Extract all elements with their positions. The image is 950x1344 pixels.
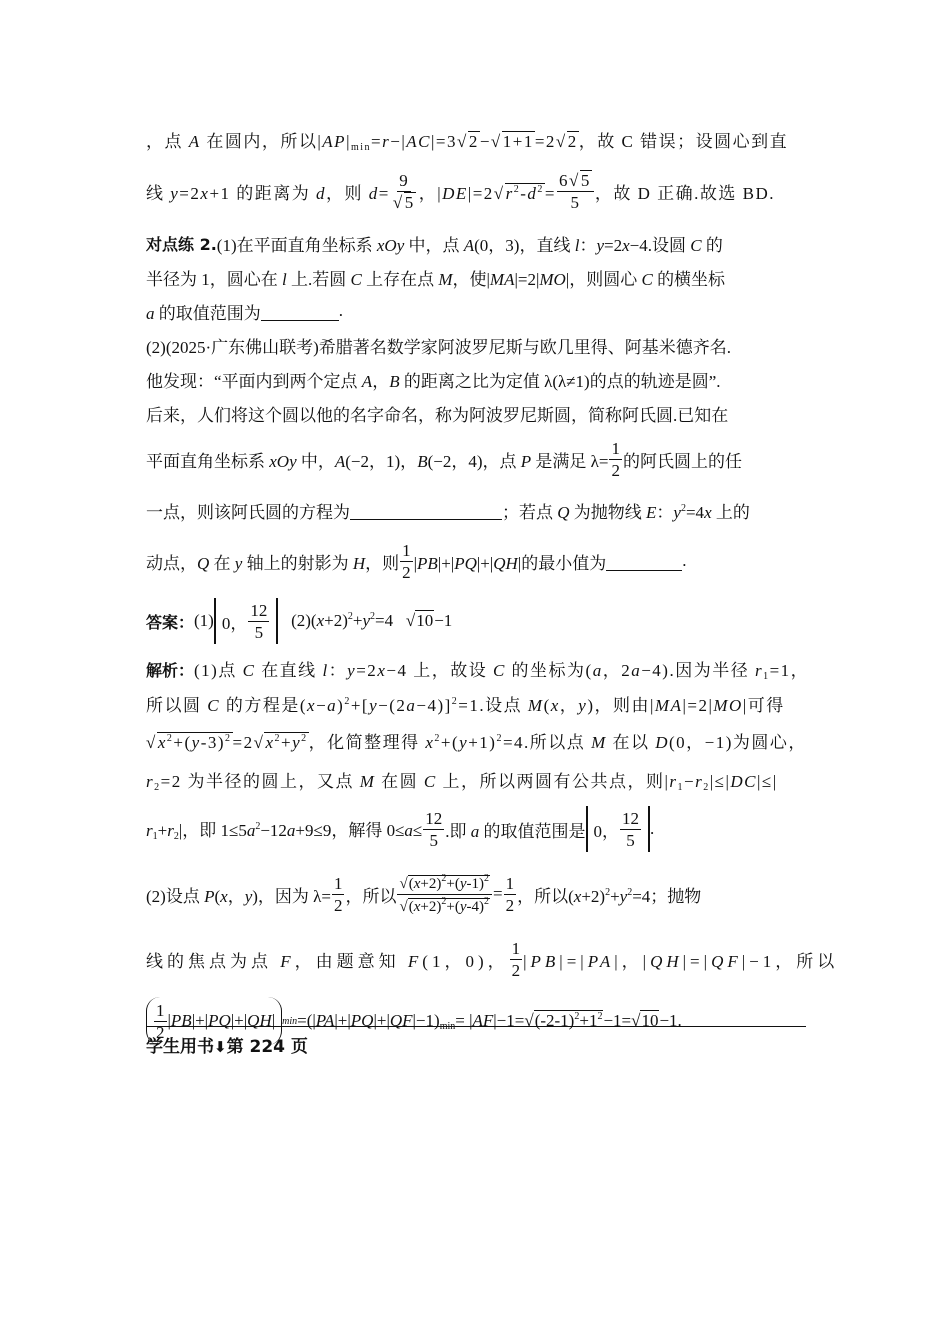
text-line: 线 y=2x+1 的距离为 d，则 d= $\frac{9}{√5}$ ，$|DE|=2√r^2-d^2=$ $\frac{6√5}{5}$ ，故 D 正确.故选 BD. (146, 170, 776, 212)
text-line: 一点，则该阿氏圆的方程为 ；若点 Q 为抛物线 E：$y^2=4x$ 上的 (146, 502, 750, 522)
page-footer (146, 1032, 308, 1057)
text-line: 解析： (1)点 C 在直线 l：y=2x−4 上，故设 C 的坐标为(a，2a−4).因为半径 $r_1=1$， (146, 652, 806, 686)
answer-line: 答案： (1) 0， $\frac{12}{5}$ $(2)(x+2)^2+y^2=4$ √10−1 (146, 590, 806, 652)
text-line: 线的焦点为点 F，由题意知 F(1，0)， $\frac{1}{2}$ |PB|=|PA|，|QH|=|QF|−1，所以 (146, 938, 839, 980)
down-arrow-icon: ⬇ (214, 1038, 227, 1056)
text-line: ，点 A 在圆内，所以$|AP|_{min}=r-|AC|=3√2-√1+1=2√2$，故 C 错误；设圆心到直 (146, 132, 789, 153)
footer-label: 学生用书 (146, 1037, 214, 1057)
answer-blank[interactable] (261, 302, 339, 321)
text-line: a 的取值范围为 . (146, 301, 343, 323)
answer-blank[interactable] (606, 552, 682, 571)
min-paren: $\frac{1}{2}$ |PB|+|PQ|+|QH| (146, 997, 282, 1045)
text-line: $r_1+r_2|$，即 $1\le 5a^2-12a+9\le 9$，解得 0≤a≤ $\frac{12}{5}$ .即 a 的取值范围是 0， $\frac{12}{5}$ . (146, 800, 806, 858)
text-line: 对点练 2. (1)在平面直角坐标系 xOy 中，点 A(0，3)，直线 l：y=2x−4.设圆 C 的 (146, 226, 806, 260)
footer-divider (146, 1026, 806, 1027)
text-line: 动点，Q 在 y 轴上的射影为 H，则 $\frac{1}{2}$ |PB|+|PQ|+|QH|的最小值为 . (146, 540, 687, 582)
interval-bracket: 0， $\frac{12}{5}$ (586, 806, 651, 852)
page-number: 第 224 页 (226, 1037, 308, 1057)
interval-bracket: 0， $\frac{12}{5}$ (214, 598, 279, 644)
solution-label: 解析： (146, 660, 195, 680)
text-line: 所以圆 C 的方程是$(x-a)^2+[y-(2a-4)]^2=1$.设点 M(x，y)，则由|MA|=2|MO|可得 (146, 695, 785, 715)
practice-label: 对点练 2. (146, 234, 217, 254)
answer-label: 答案： (146, 612, 195, 632)
text-line: $r_2=2$ 为半径的圆上，又点 M 在圆 C 上，所以两圆有公共点，则$|r_1-r_2|\le|DC|\le|$ (146, 772, 778, 793)
text-line: (2)设点 P(x，y)，因为 λ= $\frac{1}{2}$ ，所以 $\frac{√(x+2)^2+(y-1)^2}{√(x+2)^2+(y-4)^2}$ = $\frac{1}{2}$ ，所以$(x+2)^2+y^2=4$；抛物 (146, 872, 702, 915)
text-line: 后来，人们将这个圆以他的名字命名，称为阿波罗尼斯圆，简称阿氏圆.已知在 (146, 405, 729, 425)
text-line: 平面直角坐标系 xOy 中，A(−2，1)，B(−2，4)，点 P 是满足 λ= $\frac{1}{2}$ 的阿氏圆上的任 (146, 438, 742, 480)
text-line: 半径为 1，圆心在 l 上.若圆 C 上存在点 M，使|MA|=2|MO|，则圆心 C 的横坐标 (146, 269, 726, 289)
answer-blank[interactable] (350, 501, 502, 520)
text-line: 他发现：“平面内到两个定点 A，B 的距离之比为定值 λ(λ≠1)的点的轨迹是圆”. (146, 371, 721, 391)
text-line: $\frac{1}{2}$ |PB|+|PQ|+|QH| min $=(|PA|+|PQ|+|QF|-1)_{min}= |AF|-1=√(-2-1)^2+1^2-1=√10-1$. (146, 988, 806, 1054)
text-line: (2)(2025·广东佛山联考)希腊著名数学家阿波罗尼斯与欧几里得、阿基米德齐名. (146, 337, 732, 357)
document-body (146, 118, 839, 1054)
text-line: $√x^2+(y-3)^2=2√x^2+y^2$，化简整理得 $x^2+(y+1)^2=4$.所以点 M 在以 D(0，−1)为圆心， (146, 732, 807, 752)
